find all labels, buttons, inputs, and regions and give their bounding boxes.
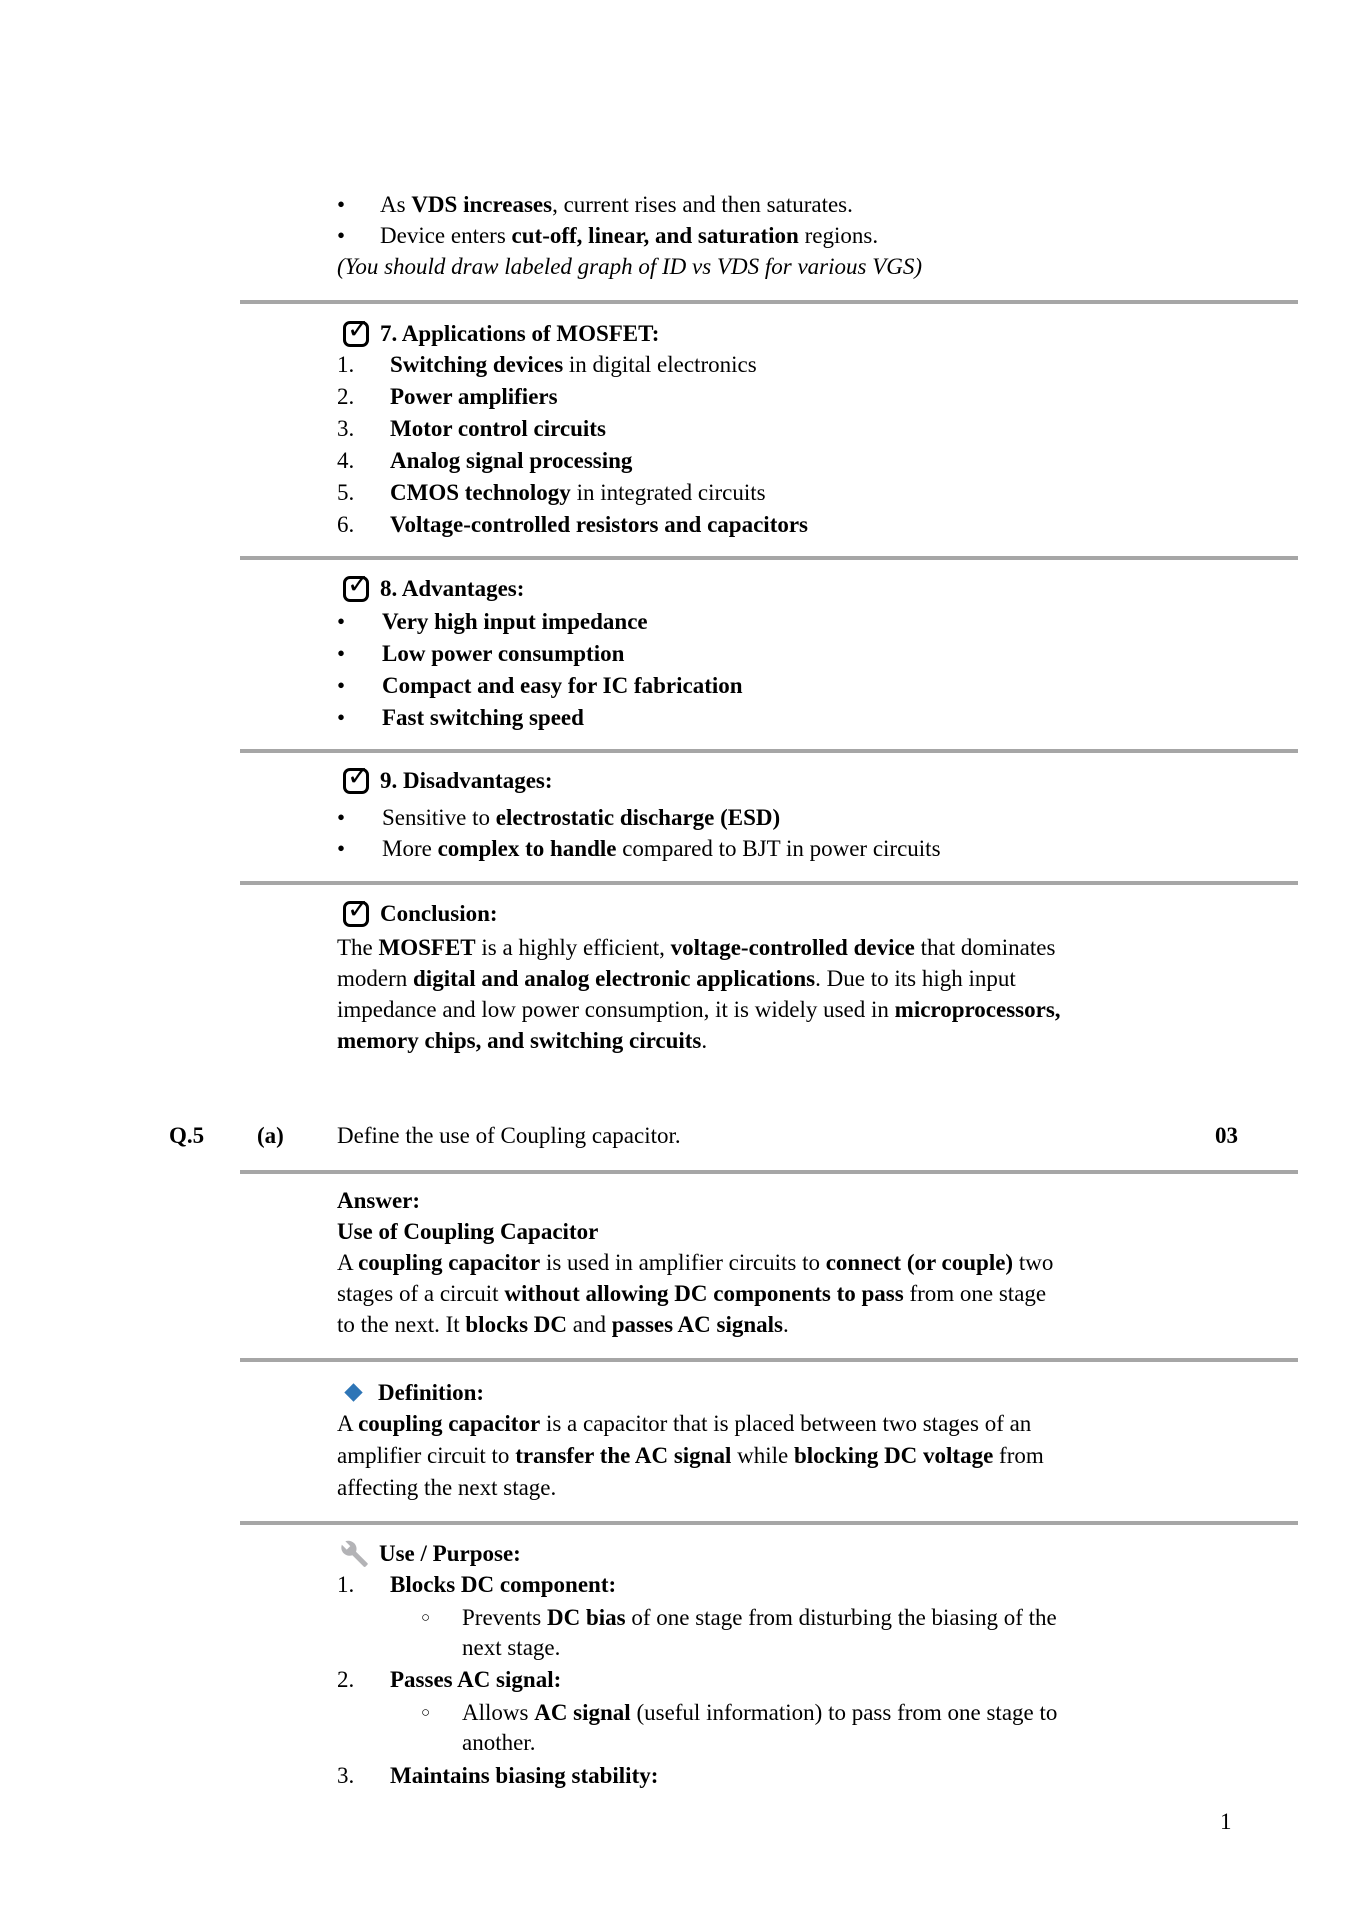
- list-number: 6.: [337, 512, 355, 537]
- list-item-text: Low power consumption: [382, 641, 625, 666]
- checked-checkbox-icon: [343, 768, 369, 794]
- section-divider: [240, 749, 1298, 753]
- answer-subtitle: Use of Coupling Capacitor: [337, 1219, 599, 1244]
- list-item: [337, 833, 1308, 864]
- section-title: 9. Disadvantages:: [380, 768, 553, 793]
- list-item-text: Voltage-controlled resistors and capacitors: [390, 512, 809, 537]
- bullet-icon: •: [337, 705, 346, 730]
- list-item-text: CMOS technology in integrated circuits: [390, 480, 766, 505]
- list-item-text: Maintains biasing stability:: [390, 1763, 659, 1788]
- list-number: 3.: [337, 1763, 355, 1788]
- section-heading-applications: [0, 318, 1358, 349]
- question-number: Q.5: [169, 1123, 205, 1148]
- blue-diamond-icon: [344, 1383, 362, 1401]
- list-number: 1.: [337, 352, 355, 377]
- intro-bullet-list: [0, 189, 1358, 282]
- italic-note: (You should draw labeled graph of ID vs VDS for various VGS): [337, 254, 923, 279]
- disadvantages-list: [0, 802, 1358, 864]
- list-item: [337, 220, 1308, 251]
- section-heading-advantages: [0, 573, 1358, 604]
- question-text: Define the use of Coupling capacitor.: [337, 1123, 681, 1148]
- sub-list-item: [421, 1603, 1308, 1663]
- section-divider: [240, 881, 1298, 885]
- bullet-icon: •: [337, 223, 346, 248]
- circle-bullet-icon: ○: [421, 1610, 431, 1626]
- answer-block: [0, 1185, 1358, 1340]
- list-item-text: Compact and easy for IC fabrication: [382, 673, 743, 698]
- wrench-icon: [339, 1539, 369, 1569]
- answer-label: Answer:: [337, 1188, 421, 1213]
- question-row: [0, 1120, 1358, 1151]
- bullet-icon: •: [337, 805, 346, 830]
- applications-list: [0, 349, 1358, 541]
- list-number: 4.: [337, 448, 355, 473]
- list-item: [337, 802, 1308, 833]
- section-title: Use / Purpose:: [379, 1541, 521, 1566]
- list-item: [337, 189, 1308, 220]
- sub-item-text: Prevents DC bias of one stage from disturbing the biasing of the next stage.: [462, 1605, 1057, 1660]
- list-item-text: As VDS increases, current rises and then saturates.: [380, 192, 853, 217]
- list-item: [337, 1664, 1308, 1695]
- list-item-text: Power amplifiers: [390, 384, 558, 409]
- checked-checkbox-icon: [343, 901, 369, 927]
- list-item-text: More complex to handle compared to BJT in power circuits: [382, 836, 941, 861]
- list-item-text: Sensitive to electrostatic discharge (ESD): [382, 805, 781, 830]
- definition-heading: [0, 1377, 1358, 1408]
- list-item: [337, 509, 1308, 541]
- section-divider: [240, 1170, 1298, 1174]
- list-item: [337, 1569, 1308, 1600]
- bullet-icon: •: [337, 836, 346, 861]
- bullet-icon: •: [337, 192, 346, 217]
- list-item: [337, 1760, 1308, 1791]
- list-item-text: Blocks DC component:: [390, 1572, 617, 1597]
- list-item-text: Device enters cut-off, linear, and saturation regions.: [380, 223, 879, 248]
- question-part: (a): [257, 1123, 284, 1148]
- list-item: [337, 670, 1308, 702]
- sub-item-text: Allows AC signal (useful information) to pass from one stage to another.: [462, 1700, 1058, 1755]
- list-item: [337, 445, 1308, 477]
- section-divider: [240, 1358, 1298, 1362]
- section-title: 7. Applications of MOSFET:: [380, 321, 660, 346]
- checked-checkbox-icon: [343, 576, 369, 602]
- list-item: [337, 638, 1308, 670]
- sub-list-item: [421, 1698, 1308, 1758]
- bullet-icon: •: [337, 609, 346, 634]
- list-item-text: Passes AC signal:: [390, 1667, 562, 1692]
- answer-paragraph: A coupling capacitor is used in amplifier circuits to connect (or couple) two stages of a circuit without allowing DC components to pass from one stage to the next. It blocks DC and passes AC signals.: [337, 1250, 1054, 1337]
- section-title: Conclusion:: [380, 901, 498, 926]
- list-item: [337, 477, 1308, 509]
- section-divider: [240, 300, 1298, 304]
- conclusion-paragraph: The MOSFET is a highly efficient, voltage-controlled device that dominates modern digital and analog electronic applications. Due to its high input impedance and low power consumption, it is widely used in microprocessors, memory chips, and switching circuits.: [337, 935, 1061, 1053]
- section-divider: [240, 1521, 1298, 1525]
- list-number: 3.: [337, 416, 355, 441]
- list-item: [337, 702, 1308, 734]
- circle-bullet-icon: ○: [421, 1705, 431, 1721]
- list-item: [337, 349, 1308, 381]
- definition-paragraph: A coupling capacitor is a capacitor that is placed between two stages of an amplifier circuit to transfer the AC signal while blocking DC voltage from affecting the next stage.: [337, 1411, 1044, 1500]
- list-number: 2.: [337, 384, 355, 409]
- section-divider: [240, 556, 1298, 560]
- section-title: Definition:: [378, 1380, 485, 1405]
- list-item-text: Switching devices in digital electronics: [390, 352, 757, 377]
- checked-checkbox-icon: [343, 321, 369, 347]
- use-purpose-list: [0, 1569, 1358, 1791]
- list-item-text: Motor control circuits: [390, 416, 606, 441]
- question-marks: 03: [1215, 1123, 1238, 1148]
- list-number: 1.: [337, 1572, 355, 1597]
- bullet-icon: •: [337, 641, 346, 666]
- list-item-text: Very high input impedance: [382, 609, 648, 634]
- page-number: 1: [1220, 1809, 1232, 1834]
- list-item: [337, 413, 1308, 445]
- bullet-icon: •: [337, 673, 346, 698]
- list-item: [337, 381, 1308, 413]
- list-item: [337, 606, 1308, 638]
- advantages-list: [0, 606, 1358, 734]
- list-item-text: Fast switching speed: [382, 705, 584, 730]
- section-heading-conclusion: [0, 898, 1358, 929]
- section-title: 8. Advantages:: [380, 576, 525, 601]
- list-number: 5.: [337, 480, 355, 505]
- list-item-text: Analog signal processing: [390, 448, 633, 473]
- list-number: 2.: [337, 1667, 355, 1692]
- use-purpose-heading: [0, 1538, 1358, 1569]
- section-heading-disadvantages: [0, 765, 1358, 796]
